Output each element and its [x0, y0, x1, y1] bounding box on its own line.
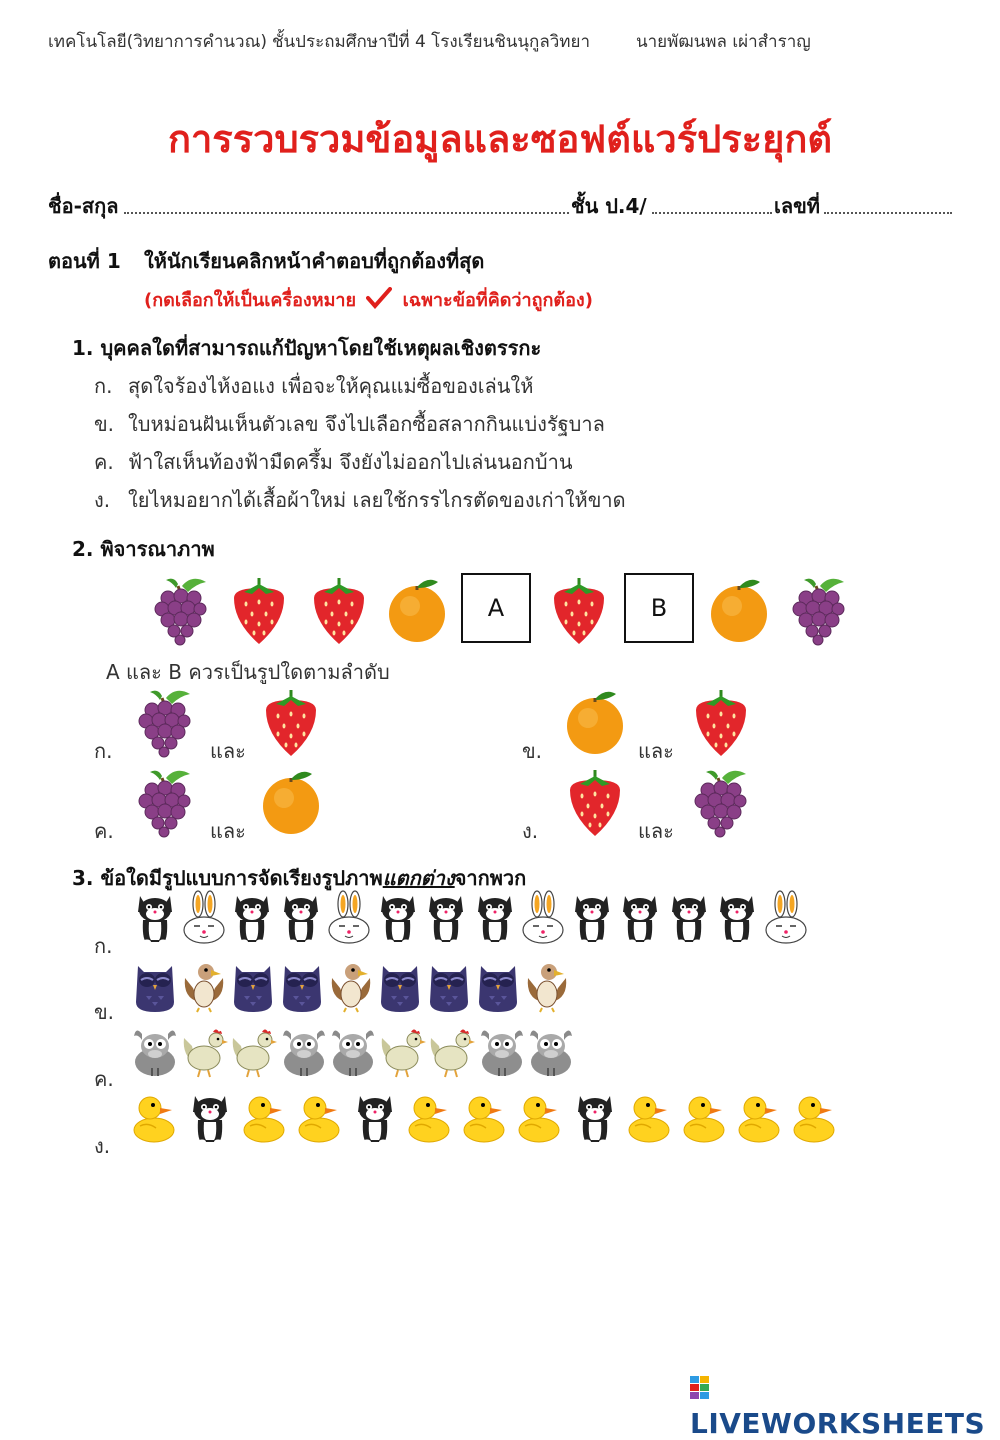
cat-icon: [130, 890, 180, 945]
cat-icon: [615, 890, 665, 945]
part-instruction: ให้นักเรียนคลิกหน้าคำตอบที่ถูกต้องที่สุด: [144, 249, 485, 273]
option-letter: ง.: [94, 1134, 111, 1158]
class-field[interactable]: [652, 212, 772, 214]
cat-icon: [276, 890, 326, 945]
duck-icon: [130, 1090, 180, 1145]
owl-icon: [424, 958, 474, 1013]
duck-icon: [460, 1090, 510, 1145]
rabbit-icon: [179, 890, 229, 945]
q2-question: 2. พิจารณาภาพ: [72, 537, 215, 561]
strawberry-icon: [258, 686, 324, 758]
orange-icon: [258, 766, 324, 838]
answer-box-a[interactable]: A: [461, 573, 531, 643]
number-label: เลขที่: [774, 194, 820, 218]
option-text: สุดใจร้องไห้งอแง เพื่อจะให้คุณแม่ซื้อของเล่นให้: [128, 374, 534, 398]
option-letter: ก.: [94, 739, 113, 763]
grape-icon: [132, 686, 198, 758]
q1-option-a[interactable]: [94, 370, 533, 402]
duck-icon: [790, 1090, 840, 1145]
cat-icon: [570, 1090, 620, 1145]
vulture-icon: [326, 958, 376, 1013]
duck-icon: [735, 1090, 785, 1145]
owl-icon: [228, 958, 278, 1013]
hen-icon: [180, 1024, 230, 1079]
brand-icon: [690, 1374, 710, 1407]
q1-option-d[interactable]: [94, 484, 626, 516]
duck-icon: [240, 1090, 290, 1145]
option-letter: ง.: [522, 819, 539, 843]
q1-option-b[interactable]: [94, 408, 605, 440]
grade-school-label: ชั้นประถมศึกษาปีที่ 4 โรงเรียนชินนุกูลวิทยา: [272, 32, 591, 52]
rabbit-icon: [518, 890, 568, 945]
strawberry-icon: [562, 766, 628, 838]
cat-icon: [712, 890, 762, 945]
worksheet-title: การรวบรวมข้อมูลและซอฟต์แวร์ประยุกต์: [167, 117, 833, 161]
name-field[interactable]: [124, 212, 569, 214]
duck-icon: [515, 1090, 565, 1145]
part-heading: ตอนที่ 1: [48, 249, 121, 273]
grape-icon: [786, 574, 852, 646]
owl-icon: [277, 958, 327, 1013]
option-letter: ค.: [94, 819, 114, 843]
grape-icon: [148, 574, 214, 646]
strawberry-icon: [226, 574, 292, 646]
q1-option-c[interactable]: [94, 446, 573, 478]
orange-icon: [706, 574, 772, 646]
grape-icon: [132, 766, 198, 838]
orange-icon: [562, 686, 628, 758]
rabbit-icon: [761, 890, 811, 945]
number-field[interactable]: [824, 212, 952, 214]
duck-icon: [625, 1090, 675, 1145]
goat-icon: [477, 1024, 527, 1079]
duck-icon: [680, 1090, 730, 1145]
vulture-icon: [522, 958, 572, 1013]
and-label: และ: [210, 739, 246, 763]
note-before: (กดเลือกให้เป็นเครื่องหมาย: [144, 290, 357, 311]
option-letter: ข.: [94, 1000, 115, 1024]
option-letter: ข.: [522, 739, 543, 763]
q2-subquestion: A และ B ควรเป็นรูปใดตามลำดับ: [106, 660, 390, 684]
strawberry-icon: [306, 574, 372, 646]
q3-question-before: 3. ข้อใดมีรูปแบบการจัดเรียงรูปภาพ: [72, 866, 383, 890]
strawberry-icon: [688, 686, 754, 758]
option-letter: ก.: [94, 374, 113, 398]
cat-icon: [227, 890, 277, 945]
cat-icon: [185, 1090, 235, 1145]
brand-text: LIVEWORKSHEETS: [690, 1407, 986, 1440]
goat-icon: [279, 1024, 329, 1079]
duck-icon: [295, 1090, 345, 1145]
option-letter: ค.: [94, 1067, 114, 1091]
name-label: ชื่อ-สกุล: [48, 194, 119, 218]
teacher-label: นายพัฒนพล เผ่าสำราญ: [636, 32, 811, 52]
cat-icon: [664, 890, 714, 945]
orange-icon: [384, 574, 450, 646]
check-icon: [366, 287, 392, 314]
duck-icon: [405, 1090, 455, 1145]
q3-question-emphasis: แตกต่าง: [382, 866, 455, 890]
owl-icon: [473, 958, 523, 1013]
hen-icon: [229, 1024, 279, 1079]
cat-icon: [470, 890, 520, 945]
goat-icon: [526, 1024, 576, 1079]
option-text: ใยไหมอยากได้เสื้อผ้าใหม่ เลยใช้กรรไกรตัดของเก่าให้ขาด: [128, 488, 626, 512]
answer-box-b[interactable]: B: [624, 573, 694, 643]
cat-icon: [567, 890, 617, 945]
goat-icon: [130, 1024, 180, 1079]
option-letter: ง.: [94, 488, 111, 512]
vulture-icon: [179, 958, 229, 1013]
subject-label: เทคโนโลยี(วิทยาการคำนวณ): [48, 32, 267, 52]
goat-icon: [328, 1024, 378, 1079]
option-text: ใบหม่อนฝันเห็นตัวเลข จึงไปเลือกซื้อสลากกินแบ่งรัฐบาล: [128, 412, 605, 436]
cat-icon: [421, 890, 471, 945]
and-label: และ: [638, 739, 674, 763]
part-note: [144, 285, 593, 314]
cat-icon: [373, 890, 423, 945]
q1-question: 1. บุคคลใดที่สามารถแก้ปัญหาโดยใช้เหตุผลเชิงตรรกะ: [72, 336, 542, 360]
owl-icon: [130, 958, 180, 1013]
grape-icon: [688, 766, 754, 838]
option-letter: ข.: [94, 412, 115, 436]
class-label: ชั้น ป.4/: [571, 194, 647, 218]
option-text: ฟ้าใสเห็นท้องฟ้ามืดครึ้ม จึงยังไม่ออกไปเล่นนอกบ้าน: [128, 450, 573, 474]
note-after: เฉพาะข้อที่คิดว่าถูกต้อง): [402, 290, 593, 311]
liveworksheets-logo: [690, 1372, 1000, 1440]
cat-icon: [350, 1090, 400, 1145]
hen-icon: [378, 1024, 428, 1079]
rabbit-icon: [324, 890, 374, 945]
and-label: และ: [638, 819, 674, 843]
option-letter: ก.: [94, 934, 113, 958]
strawberry-icon: [546, 574, 612, 646]
owl-icon: [375, 958, 425, 1013]
option-letter: ค.: [94, 450, 114, 474]
and-label: และ: [210, 819, 246, 843]
hen-icon: [427, 1024, 477, 1079]
q3-question-after: จากพวก: [454, 866, 527, 890]
